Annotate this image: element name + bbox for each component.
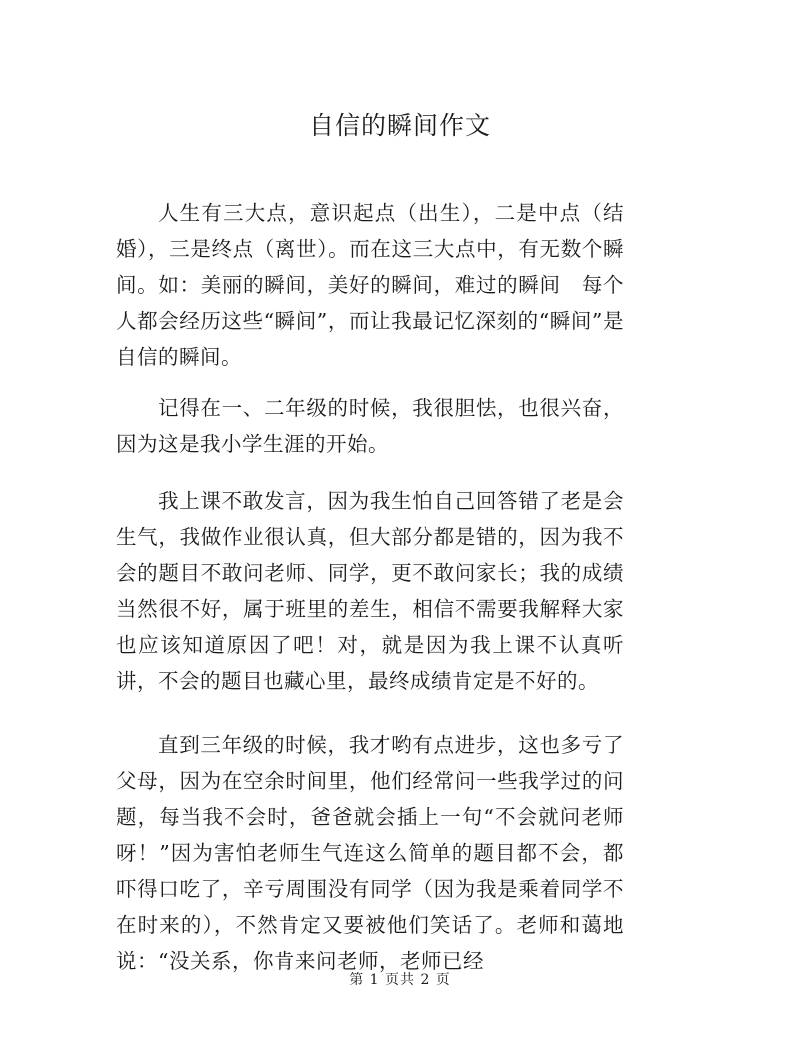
paragraph-3: 我上课不敢发言，因为我生怕自己回答错了老是会生气，我做作业很认真，但大部分都是错的，因为我不会的题目不敢问老师、同学，更不敢问家长；我的成绩当然很不好，属于班里的差生，相信不需要我解释大家也应该知道原因了吧！对，就是因为我上课不认真听讲，不会的题目也藏心里，最终成绩肯定是不好的。 xyxy=(116,489,624,693)
document-title: 自信的瞬间作文 xyxy=(308,111,491,140)
paragraph-2: 记得在一、二年级的时候，我很胆怯，也很兴奋，因为这是我小学生涯的开始。 xyxy=(116,396,624,456)
paragraph-4: 直到三年级的时候，我才哟有点进步，这也多亏了父母，因为在空余时间里，他们经常问一些我学过的问题，每当我不会时，爸爸就会插上一句“不会就问老师呀！”因为害怕老师生气连这么简单的题目都不会，都吓得口吃了，辛亏周围没有同学（因为我是乘着同学不在时来的），不然肯定又要被他们笑话了。老师和蔼地说：“没关系，你肯来问老师，老师已经 xyxy=(116,733,624,973)
paragraph-1: 人生有三大点，意识起点（出生），二是中点（结婚），三是终点（离世）。而在这三大点中，有无数个瞬间。如：美丽的瞬间，美好的瞬间，难过的瞬间 每个人都会经历这些“瞬间”，而让我最记忆深刻的“瞬间”是自信的瞬间。 xyxy=(116,201,624,369)
document-body xyxy=(116,195,624,979)
page-footer: 第 1 页共 2 页 xyxy=(349,972,451,988)
